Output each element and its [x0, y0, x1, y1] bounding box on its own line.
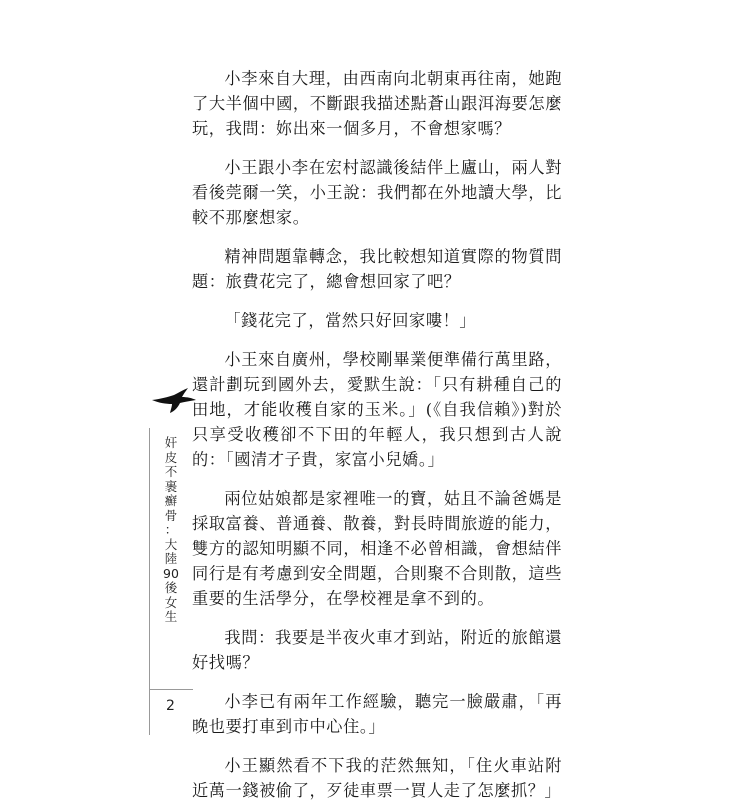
paragraph: 小王來自廣州，學校剛畢業便準備行萬里路，還計劃玩到國外去，愛默生說：「只有耕種自己的田地，才能收穫自家的玉米。」(《自我信賴》)對於只享受收穫卻不下田的年輕人，我只想到古人說的：「國清才子貴，家富小兒嬌。」: [192, 350, 562, 469]
paragraph-gap: [192, 472, 562, 486]
body-text: [192, 66, 562, 803]
paragraph: 「錢花完了，當然只好回家嘍！」: [224, 311, 477, 330]
side-title-glyph: 陸: [164, 551, 178, 566]
side-title-glyph: 大: [164, 536, 178, 552]
paragraph-gap: [192, 294, 562, 308]
paragraph: 我問：我要是半夜火車才到站，附近的旅館還好找嗎？: [192, 628, 562, 672]
side-title-glyph: 女: [164, 594, 178, 610]
paragraph: 兩位姑娘都是家裡唯一的寶，姑且不論爸媽是採取富養、普通養、散養，對長時間旅遊的能力，雙方的認知明顯不同，相逢不必曾相識，會想結伴同行是有考慮到安全問題，合則聚不合則散，這些重要的生活學分，在學校裡是拿不到的。: [192, 489, 562, 608]
side-title-glyph: 癬: [164, 493, 178, 508]
paragraph-gap: [192, 230, 562, 244]
paragraph: 精神問題靠轉念，我比較想知道實際的物質問題：旅費花完了，總會想回家了吧？: [192, 247, 562, 291]
side-title-glyph: 皮: [164, 449, 178, 465]
paragraph-gap: [192, 611, 562, 625]
paragraph-gap: [192, 333, 562, 347]
side-title-glyph: 生: [164, 609, 178, 624]
page-number: 2: [166, 698, 175, 714]
paragraph: 小王顯然看不下我的茫然無知，「住火車站附近萬一錢被偷了，歹徒車票一買人走了怎麼抓？」: [192, 756, 562, 800]
side-title-glyph: 骨: [164, 507, 178, 523]
side-title-glyph: 奸: [164, 435, 178, 450]
side-title: [162, 436, 180, 625]
paragraph-gap: [192, 675, 562, 689]
side-title-glyph: 90: [163, 565, 179, 581]
bird-icon: [150, 386, 198, 414]
side-title-glyph: 不: [164, 464, 178, 479]
side-title-glyph: ：: [164, 522, 178, 537]
paragraph: 小李已有兩年工作經驗，聽完一臉嚴肅，「再晚也要打車到市中心住。」: [192, 692, 562, 736]
paragraph-gap: [192, 739, 562, 753]
paragraph: 小王跟小李在宏村認識後結伴上廬山，兩人對看後莞爾一笑，小王說：我們都在外地讀大學，比較不那麼想家。: [192, 158, 562, 227]
side-title-glyph: 裹: [164, 478, 178, 494]
side-title-glyph: 後: [164, 580, 178, 595]
paragraph: 小李來自大理，由西南向北朝東再往南，她跑了大半個中國，不斷跟我描述點蒼山跟洱海要怎麼玩，我問：妳出來一個多月，不會想家嗎？: [192, 69, 562, 138]
paragraph-gap: [192, 141, 562, 155]
footer-rule: [149, 689, 193, 690]
